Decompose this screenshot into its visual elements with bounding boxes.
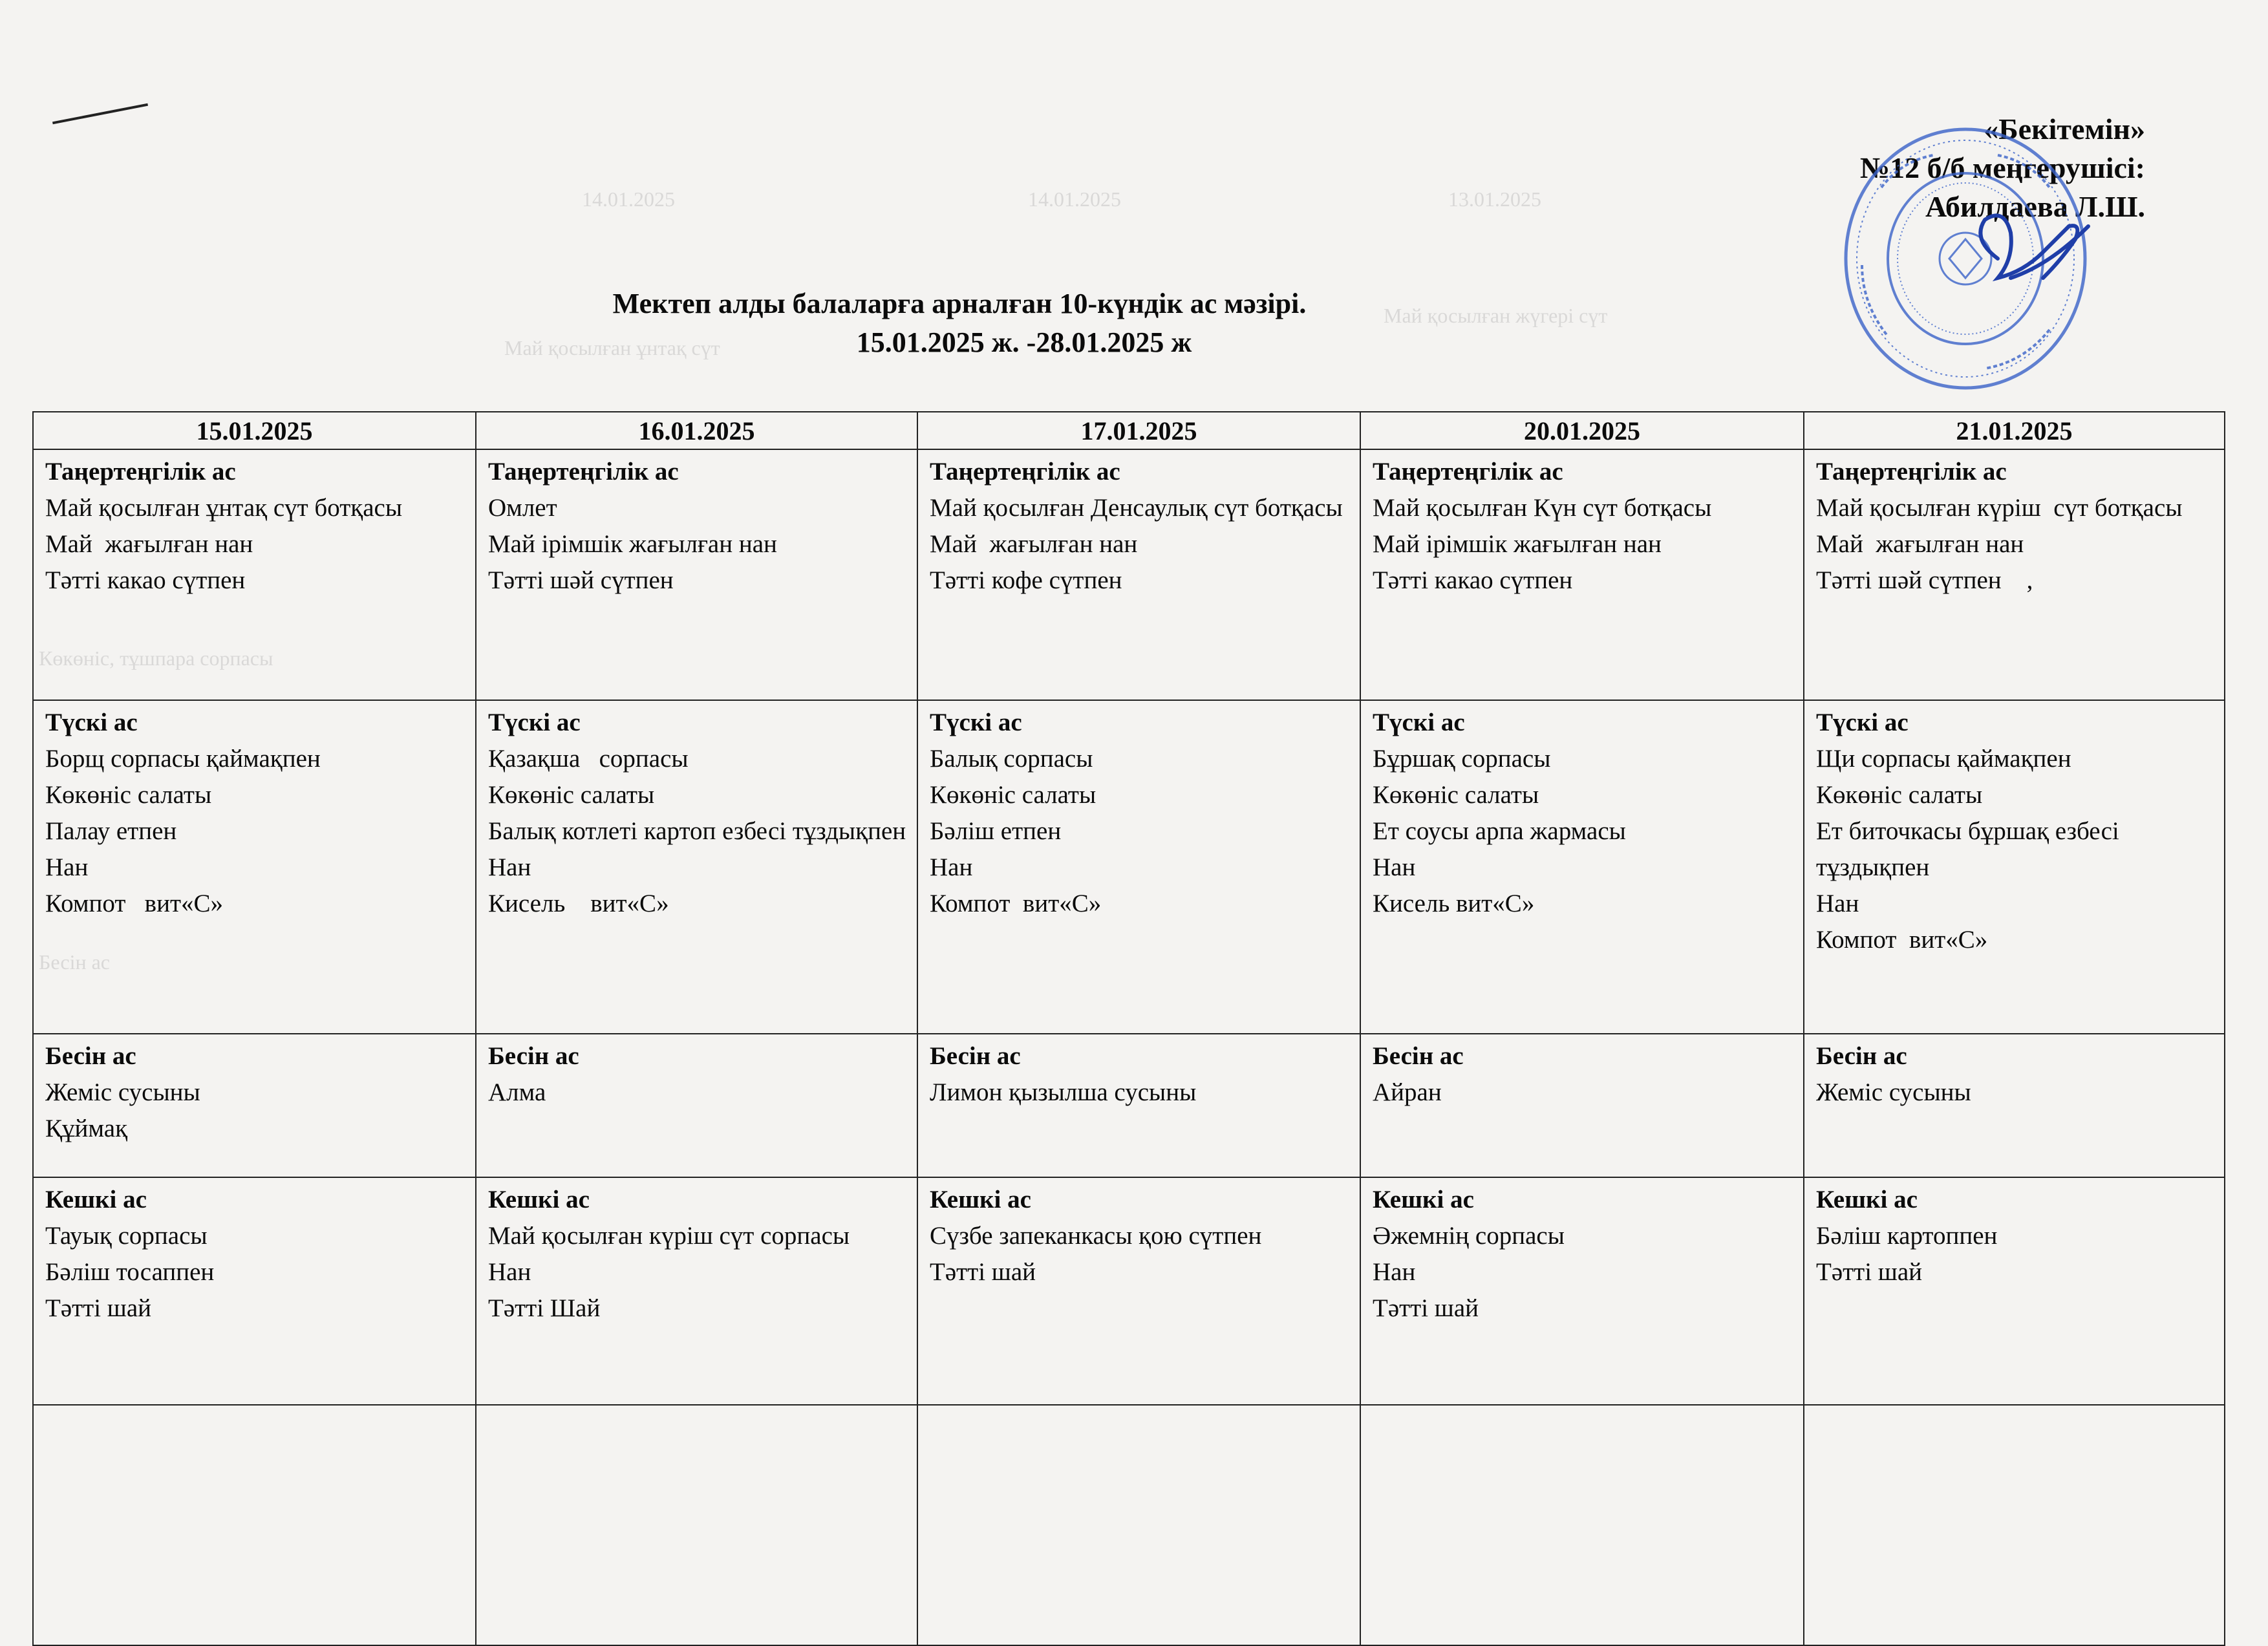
empty-cell xyxy=(476,1405,917,1645)
menu-item: Тәтті какао сүтпен xyxy=(45,566,246,594)
approval-line-3: Абилдаева Л.Ш. xyxy=(1925,190,2145,223)
menu-item: Тәтті шәй сүтпен , xyxy=(1816,566,2033,594)
menu-item: Май қосылған ұнтақ сүт ботқасы xyxy=(45,494,403,522)
menu-item: Алма xyxy=(488,1078,546,1106)
menu-item: Нан xyxy=(45,853,89,881)
menu-item: Нан xyxy=(1373,853,1416,881)
meal-cell xyxy=(33,1177,476,1405)
meal-heading: Бесін ас xyxy=(1373,1042,1464,1070)
bleed-through-text: Май қосылған жүгері сүт xyxy=(1384,304,1608,327)
meal-heading: Таңертеңгілік ас xyxy=(930,458,1120,486)
menu-item: Әжемнің сорпасы xyxy=(1373,1222,1565,1250)
menu-item: Бұршақ сорпасы xyxy=(1373,745,1551,773)
menu-item: Май қосылған Күн сүт ботқасы xyxy=(1373,494,1712,522)
snack-row xyxy=(33,1034,2225,1177)
meal-heading: Бесін ас xyxy=(930,1042,1021,1070)
menu-item: Май жағылған нан xyxy=(45,530,253,558)
meal-heading: Таңертеңгілік ас xyxy=(1373,458,1563,486)
date-header: 17.01.2025 xyxy=(917,412,1360,449)
meal-cell xyxy=(33,449,476,700)
meal-cell xyxy=(917,1034,1360,1177)
menu-item: Бәліш етпен xyxy=(930,817,1062,845)
meal-cell xyxy=(1360,1034,1804,1177)
menu-table xyxy=(32,411,2225,1646)
menu-item: Компот вит«С» xyxy=(930,890,1102,917)
menu-item: Лимон қызылша сусыны xyxy=(930,1078,1197,1106)
meal-heading: Таңертеңгілік ас xyxy=(488,458,679,486)
document-title xyxy=(0,284,2268,362)
menu-item: Май қосылған күріш сүт сорпасы xyxy=(488,1222,850,1250)
meal-cell xyxy=(1360,1177,1804,1405)
menu-item: Балық сорпасы xyxy=(930,745,1093,773)
menu-item: Құймақ xyxy=(45,1115,128,1142)
menu-item: Жеміс сусыны xyxy=(1816,1078,1971,1106)
menu-item: Тәтті шай xyxy=(930,1258,1036,1286)
menu-item: Нан xyxy=(488,1258,531,1286)
meal-cell xyxy=(1804,1034,2225,1177)
title-line-1: Мектеп алды балаларға арналған 10-күндік ас мәзірі. xyxy=(612,288,1307,319)
meal-heading: Кешкі ас xyxy=(488,1186,590,1213)
meal-heading: Түскі ас xyxy=(1816,709,1909,736)
menu-item: Бәліш тосаппен xyxy=(45,1258,215,1286)
meal-heading: Бесін ас xyxy=(488,1042,579,1070)
menu-item: Көкөніс салаты xyxy=(930,781,1097,809)
menu-item: Көкөніс салаты xyxy=(1816,781,1983,809)
menu-item: Май жағылған нан xyxy=(1816,530,2024,558)
menu-item: Ет биточкасы бұршақ езбесі тұздықпен xyxy=(1816,817,2126,881)
menu-item: Жеміс сусыны xyxy=(45,1078,200,1106)
empty-cell xyxy=(33,1405,476,1645)
menu-item: Көкөніс салаты xyxy=(45,781,212,809)
empty-row xyxy=(33,1405,2225,1645)
bleed-through-text: Бесін ас xyxy=(39,950,110,974)
menu-item: Нан xyxy=(488,853,531,881)
menu-item: Айран xyxy=(1373,1078,1442,1106)
meal-heading: Кешкі ас xyxy=(1816,1186,1918,1213)
menu-item: Нан xyxy=(930,853,973,881)
meal-cell xyxy=(1360,449,1804,700)
breakfast-row xyxy=(33,449,2225,700)
menu-item: Кисель вит«С» xyxy=(488,890,669,917)
meal-cell xyxy=(476,1034,917,1177)
meal-cell xyxy=(1804,700,2225,1034)
menu-item: Май ірімшік жағылған нан xyxy=(488,530,777,558)
menu-item: Нан xyxy=(1816,890,1859,917)
menu-item: Щи сорпасы қаймақпен xyxy=(1816,745,2071,773)
date-header: 20.01.2025 xyxy=(1360,412,1804,449)
menu-item: Ет соусы арпа жармасы xyxy=(1373,817,1626,845)
meal-heading: Таңертеңгілік ас xyxy=(45,458,236,486)
meal-cell xyxy=(33,1034,476,1177)
menu-item: Компот вит«С» xyxy=(45,890,223,917)
meal-cell xyxy=(917,1177,1360,1405)
meal-heading: Кешкі ас xyxy=(930,1186,1031,1213)
bleed-through-text: Май қосылған ұнтақ сүт xyxy=(504,336,720,359)
menu-item: Май ірімшік жағылған нан xyxy=(1373,530,1662,558)
menu-item: Тәтті шай xyxy=(1816,1258,1923,1286)
menu-item: Сүзбе запеканкасы қою сүтпен xyxy=(930,1222,1262,1250)
bleed-through-text: Көкөніс, тұшпара сорпасы xyxy=(39,647,273,670)
meal-cell xyxy=(476,449,917,700)
menu-item: Қазақша сорпасы xyxy=(488,745,689,773)
menu-item: Май жағылған нан xyxy=(930,530,1138,558)
meal-cell xyxy=(33,700,476,1034)
menu-item: Тауық сорпасы xyxy=(45,1222,208,1250)
round-stamp-seal xyxy=(1804,97,2127,420)
meal-heading: Түскі ас xyxy=(45,709,138,736)
menu-item: Кисель вит«С» xyxy=(1373,890,1535,917)
date-header: 21.01.2025 xyxy=(1804,412,2225,449)
menu-item: Тәтті какао сүтпен xyxy=(1373,566,1573,594)
menu-item: Тәтті шай xyxy=(45,1294,152,1322)
date-header-row xyxy=(33,412,2225,449)
pen-mark xyxy=(52,103,148,125)
meal-cell xyxy=(476,1177,917,1405)
meal-heading: Таңертеңгілік ас xyxy=(1816,458,2007,486)
meal-heading: Түскі ас xyxy=(1373,709,1465,736)
meal-cell xyxy=(917,449,1360,700)
approval-line-1: «Бекітемін» xyxy=(1984,112,2145,145)
meal-heading: Кешкі ас xyxy=(45,1186,147,1213)
empty-cell xyxy=(917,1405,1360,1645)
bleed-through-text: 14.01.2025 xyxy=(582,187,675,211)
menu-item: Бәліш картоппен xyxy=(1816,1222,1998,1250)
meal-heading: Бесін ас xyxy=(45,1042,136,1070)
meal-cell xyxy=(1360,700,1804,1034)
title-line-2: 15.01.2025 ж. -28.01.2025 ж xyxy=(856,326,1192,358)
meal-cell xyxy=(1804,449,2225,700)
menu-item: Тәтті шай xyxy=(1373,1294,1479,1322)
menu-item: Балық котлеті картоп езбесі тұздықпен xyxy=(488,817,906,845)
meal-heading: Кешкі ас xyxy=(1373,1186,1474,1213)
menu-item: Палау етпен xyxy=(45,817,177,845)
menu-item: Тәтті Шай xyxy=(488,1294,601,1322)
bleed-through-text: 14.01.2025 xyxy=(1028,187,1121,211)
meal-heading: Бесін ас xyxy=(1816,1042,1907,1070)
bleed-through-text: 13.01.2025 xyxy=(1448,187,1541,211)
date-header: 15.01.2025 xyxy=(33,412,476,449)
meal-cell xyxy=(917,700,1360,1034)
dinner-row xyxy=(33,1177,2225,1405)
menu-item: Май қосылған күріш сүт ботқасы xyxy=(1816,494,2183,522)
menu-item: Борщ сорпасы қаймақпен xyxy=(45,745,321,773)
empty-cell xyxy=(1804,1405,2225,1645)
meal-heading: Түскі ас xyxy=(930,709,1022,736)
empty-cell xyxy=(1360,1405,1804,1645)
menu-item: Көкөніс салаты xyxy=(488,781,655,809)
menu-item: Нан xyxy=(1373,1258,1416,1286)
meal-cell xyxy=(476,700,917,1034)
meal-cell xyxy=(1804,1177,2225,1405)
meal-heading: Түскі ас xyxy=(488,709,581,736)
date-header: 16.01.2025 xyxy=(476,412,917,449)
menu-item: Тәтті шәй сүтпен xyxy=(488,566,674,594)
approval-line-2: №12 б/б меңгерушісі: xyxy=(1859,151,2145,184)
menu-item: Компот вит«С» xyxy=(1816,926,1988,954)
menu-item: Май қосылған Денсаулық сүт ботқасы xyxy=(930,494,1343,522)
menu-item: Көкөніс салаты xyxy=(1373,781,1539,809)
menu-item: Тәтті кофе сүтпен xyxy=(930,566,1122,594)
menu-item: Омлет xyxy=(488,494,557,522)
lunch-row xyxy=(33,700,2225,1034)
